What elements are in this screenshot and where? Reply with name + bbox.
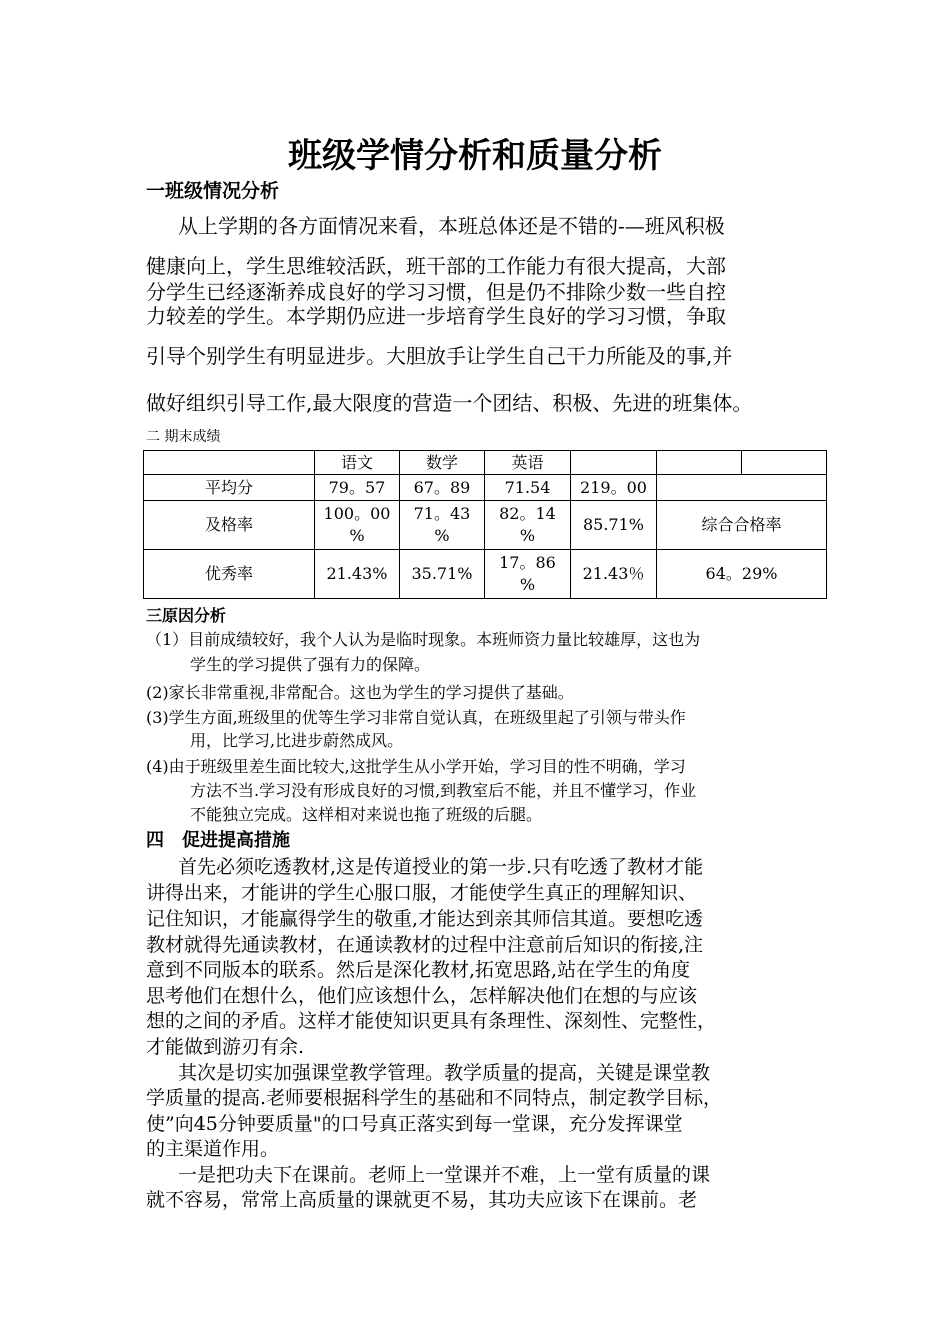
overall-pass-label: 综合合格率 [657,501,827,550]
paragraph-line: 想的之间的矛盾。这样才能使知识更具有条理性、深刻性、完整性， [146,1010,717,1032]
table-cell: 71.54 [485,475,571,501]
table-cell [742,451,827,475]
reason-item-line: 用，比学习,比进步蔚然成风。 [190,731,404,750]
paragraph-line: 就不容易，常常上高质量的课就更不易，其功夫应该下在课前。老 [146,1189,698,1211]
table-cell [144,451,315,475]
paragraph-line: 其次是切实加强课堂教学管理。教学质量的提高，关键是课堂教 [178,1062,711,1084]
paragraph-line: 健康向上，学生思维较活跃，班干部的工作能力有很大提高，大部 [146,254,726,278]
table-cell: 21.43％ [571,550,657,599]
section-heading-final-grades: 二 期末成绩 [146,429,221,445]
paragraph-line: 思考他们在想什么，他们应该想什么，怎样解决他们在想的与应该 [146,985,698,1007]
reason-item-line: （1）目前成绩较好，我个人认为是临时现象。本班师资力量比较雄厚，这也为 [146,630,701,649]
table-header-chinese: 语文 [315,451,400,475]
page-title: 班级学情分析和质量分析 [288,136,662,176]
row-label-pass-rate: 及格率 [144,501,315,550]
paragraph-line: 学质量的提高.老师要根据科学生的基础和不同特点，制定教学目标， [146,1087,723,1109]
table-cell [657,451,742,475]
table-header-math: 数学 [400,451,485,475]
table-cell: 21.43% [315,550,400,599]
section-heading-improvement-measures: 四 促进提高措施 [146,830,290,851]
table-cell: 17。86 % [485,550,571,599]
reason-item-line: (3)学生方面,班级里的优等生学习非常自觉认真，在班级里起了引领与带头作 [146,708,686,727]
table-cell [571,451,657,475]
paragraph-line: 从上学期的各方面情况来看，本班总体还是不错的-—班风积极 [178,214,725,238]
paragraph-line: 引导个别学生有明显进步。大胆放手让学生自己干力所能及的事,并 [146,344,733,368]
table-header-english: 英语 [485,451,571,475]
row-label-excellent-rate: 优秀率 [144,550,315,599]
paragraph-line: 分学生已经逐渐养成良好的学习习惯，但是仍不排除少数一些自控 [146,280,726,304]
table-cell: 35.71% [400,550,485,599]
table-cell [657,475,827,501]
section-heading-cause-analysis: 三原因分析 [146,606,227,625]
paragraph-line: 力较差的学生。本学期仍应进一步培育学生良好的学习习惯，争取 [146,304,726,328]
section-heading-class-situation: 一班级情况分析 [146,180,280,202]
reason-item-line: (2)家长非常重视,非常配合。这也为学生的学习提供了基础。 [146,683,574,702]
table-cell: 100。00 % [315,501,400,550]
reason-item-line: 方法不当.学习没有形成良好的习惯,到教室后不能，并且不懂学习，作业 [190,781,697,800]
paragraph-line: 的主渠道作用。 [146,1138,280,1160]
paragraph-line: 教材就得先通读教材，在通读教材的过程中注意前后知识的衔接,注 [146,934,704,956]
paragraph-line: 意到不同版本的联系。然后是深化教材,拓宽思路,站在学生的角度 [146,959,691,981]
grades-table [143,450,827,599]
paragraph-line: 讲得出来，才能讲的学生心服口服，才能使学生真正的理解知识、 [146,882,698,904]
table-cell: 67。89 [400,475,485,501]
paragraph-line: 首先必须吃透教材,这是传道授业的第一步.只有吃透了教材才能 [178,856,704,878]
paragraph-line: 做好组织引导工作,最大限度的营造一个团结、积极、先进的班集体。 [146,391,753,415]
overall-rate-value: 64。29% [657,550,827,599]
table-cell: 82。14 % [485,501,571,550]
paragraph-line: 才能做到游刃有余. [146,1036,305,1058]
paragraph-line: 使”向45分钟要质量"的口号真正落实到每一堂课，充分发挥课堂 [146,1113,683,1135]
row-label-average: 平均分 [144,475,315,501]
reason-item-line: 学生的学习提供了强有力的保障。 [190,655,431,674]
table-cell: 71。43 % [400,501,485,550]
reason-item-line: 不能独立完成。这样相对来说也拖了班级的后腿。 [190,805,543,824]
reason-item-line: (4)由于班级里差生面比较大,这批学生从小学开始，学习目的性不明确，学习 [146,757,686,776]
paragraph-line: 一是把功夫下在课前。老师上一堂课并不难，上一堂有质量的课 [178,1164,711,1186]
paragraph-line: 记住知识，才能赢得学生的敬重,才能达到亲其师信其道。要想吃透 [146,908,704,930]
table-cell: 79。57 [315,475,400,501]
table-cell: 219。00 [571,475,657,501]
table-cell: 85.71% [571,501,657,550]
